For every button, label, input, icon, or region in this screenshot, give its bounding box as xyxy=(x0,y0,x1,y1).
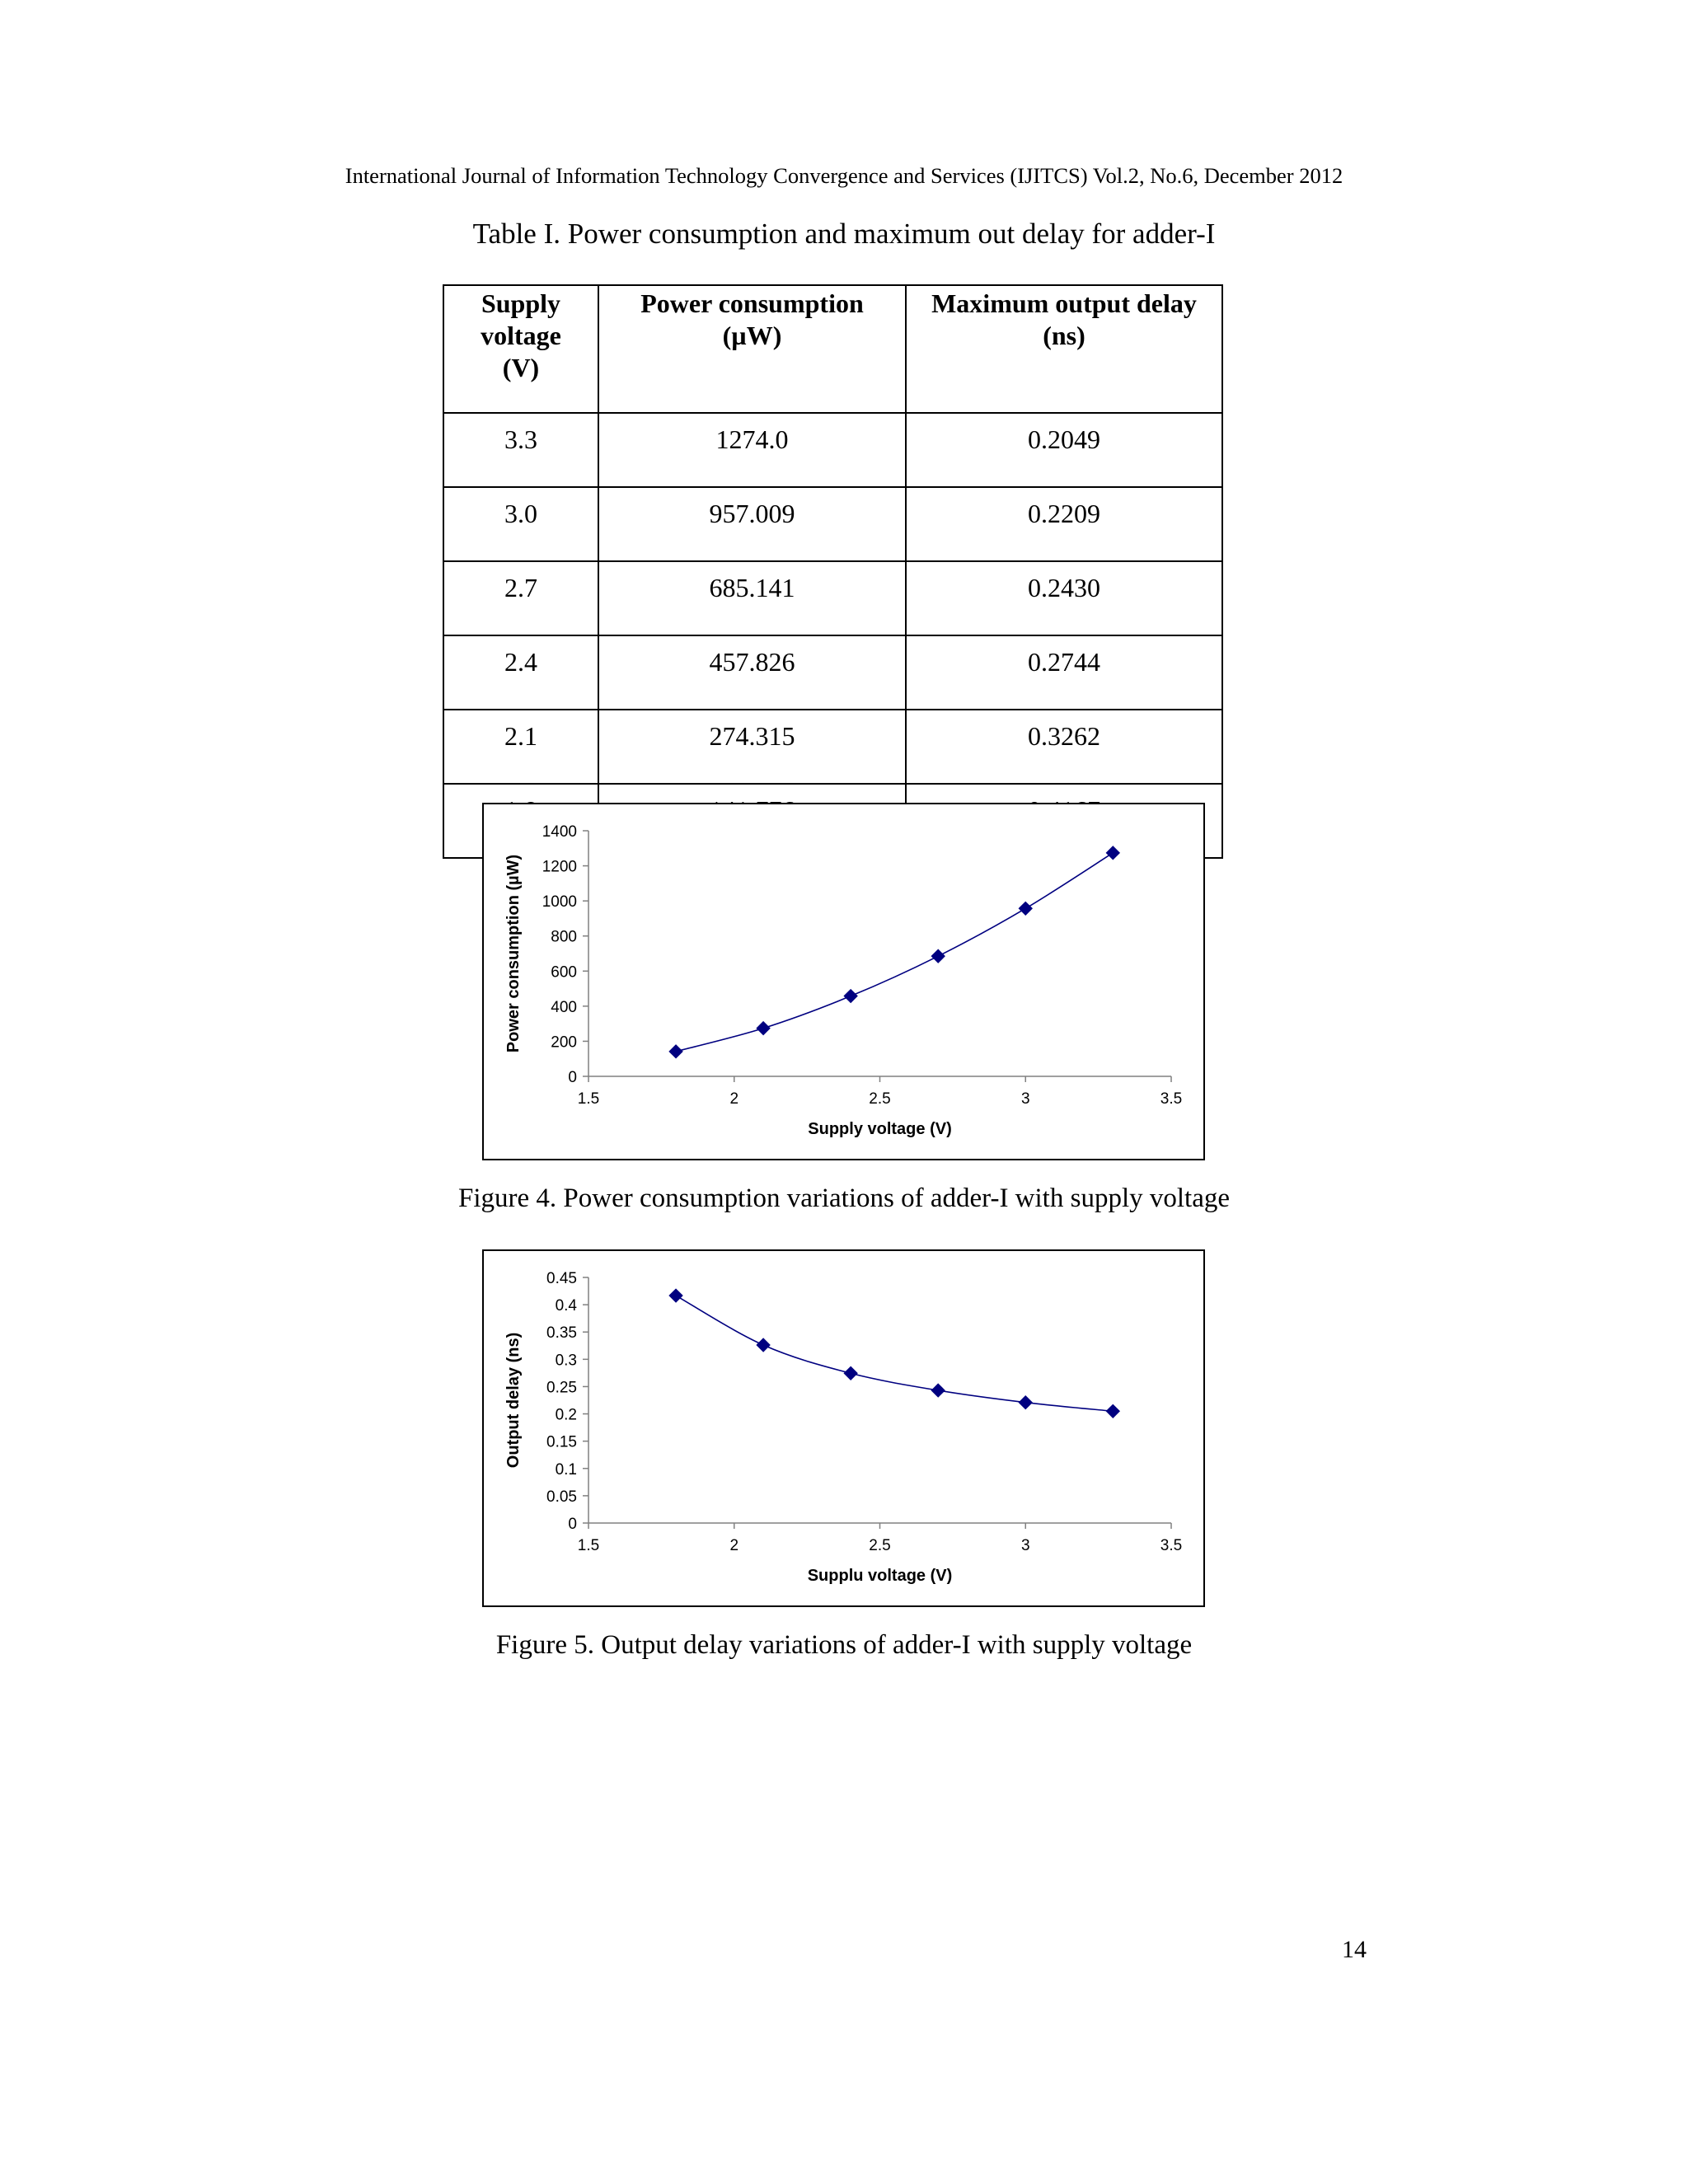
table-row xyxy=(443,413,1222,487)
data-point-marker xyxy=(669,1289,682,1302)
cell-voltage: 3.0 xyxy=(443,487,598,561)
delay-chart-svg xyxy=(484,1251,1203,1605)
table-row xyxy=(443,710,1222,784)
output-delay-chart xyxy=(482,1249,1205,1607)
y-tick-label: 200 xyxy=(551,1033,577,1052)
table-row xyxy=(443,561,1222,635)
data-point-marker xyxy=(931,1384,945,1397)
x-tick-label: 2 xyxy=(729,1537,739,1554)
x-tick-label: 3 xyxy=(1020,1537,1030,1554)
power-consumption-chart xyxy=(482,803,1205,1160)
cell-voltage: 2.7 xyxy=(443,561,598,635)
figure-5-caption: Figure 5. Output delay variations of adder-I with supply voltage xyxy=(495,1630,1193,1660)
data-point-marker xyxy=(669,1045,682,1058)
header-line: Supply xyxy=(481,288,561,318)
y-tick-label: 0.3 xyxy=(555,1352,577,1370)
header-line: (V) xyxy=(502,353,540,382)
cell-delay: 0.2209 xyxy=(906,487,1222,561)
y-tick-label: 0 xyxy=(568,1069,577,1086)
header-line: Maximum output delay xyxy=(931,288,1197,318)
figure-4-caption: Figure 4. Power consumption variations of adder-I with supply voltage xyxy=(457,1183,1230,1213)
y-axis-title: Power consumption (µW) xyxy=(504,854,523,1053)
data-point-marker xyxy=(1019,1396,1032,1409)
x-tick-label: 2 xyxy=(729,1090,739,1108)
table-row xyxy=(443,635,1222,710)
y-tick-label: 400 xyxy=(551,998,577,1016)
table-row xyxy=(443,487,1222,561)
y-tick-label: 0.05 xyxy=(546,1488,577,1506)
x-tick-label: 2.5 xyxy=(869,1537,891,1554)
x-tick-label: 3 xyxy=(1020,1090,1030,1108)
header-power-consumption xyxy=(598,285,906,413)
y-tick-label: 800 xyxy=(551,928,577,946)
x-tick-label: 3.5 xyxy=(1160,1090,1183,1108)
running-header: International Journal of Information Technology Convergence and Services (IJITCS) Vol.2, No.6, December 2012 xyxy=(345,163,1343,188)
y-tick-label: 0.15 xyxy=(546,1433,577,1451)
header-max-output-delay xyxy=(906,285,1222,413)
results-table xyxy=(443,284,1223,859)
cell-delay: 0.2049 xyxy=(906,413,1222,487)
header-line: voltage xyxy=(481,321,561,350)
y-tick-label: 0.4 xyxy=(555,1297,577,1315)
header-line: (µW) xyxy=(722,321,782,350)
y-tick-label: 0.45 xyxy=(546,1270,577,1287)
table-header-row xyxy=(443,285,1222,413)
cell-delay: 0.2430 xyxy=(906,561,1222,635)
y-tick-label: 0.2 xyxy=(555,1406,577,1424)
data-point-marker xyxy=(757,1338,770,1352)
x-tick-label: 1.5 xyxy=(577,1090,600,1108)
data-point-marker xyxy=(1019,902,1032,915)
data-point-marker xyxy=(844,990,857,1003)
table-caption: Table I. Power consumption and maximum out delay for adder-I xyxy=(472,218,1216,250)
cell-power: 685.141 xyxy=(598,561,906,635)
cell-voltage: 3.3 xyxy=(443,413,598,487)
y-tick-label: 1400 xyxy=(542,823,577,841)
y-tick-label: 600 xyxy=(551,963,577,982)
data-point-marker xyxy=(1106,1404,1119,1418)
cell-voltage: 2.4 xyxy=(443,635,598,710)
cell-power: 457.826 xyxy=(598,635,906,710)
y-axis-title: Output delay (ns) xyxy=(504,1332,523,1469)
cell-delay: 0.2744 xyxy=(906,635,1222,710)
cell-power: 274.315 xyxy=(598,710,906,784)
series-line xyxy=(676,853,1113,1052)
cell-power: 957.009 xyxy=(598,487,906,561)
cell-power: 1274.0 xyxy=(598,413,906,487)
page-number: 14 xyxy=(1342,1936,1367,1963)
x-tick-label: 1.5 xyxy=(577,1537,600,1554)
y-tick-label: 0.25 xyxy=(546,1379,577,1397)
data-point-marker xyxy=(844,1366,857,1380)
y-tick-label: 0.35 xyxy=(546,1324,577,1343)
x-axis-title: Supply voltage (V) xyxy=(808,1120,952,1138)
data-point-marker xyxy=(1106,846,1119,860)
y-tick-label: 0.1 xyxy=(555,1460,577,1479)
data-point-marker xyxy=(931,949,945,963)
data-point-marker xyxy=(757,1022,770,1035)
x-tick-label: 2.5 xyxy=(869,1090,891,1108)
y-tick-label: 1200 xyxy=(542,858,577,876)
x-tick-label: 3.5 xyxy=(1160,1537,1183,1554)
y-tick-label: 1000 xyxy=(542,893,577,912)
x-axis-title: Supplu voltage (V) xyxy=(807,1567,953,1585)
cell-delay: 0.3262 xyxy=(906,710,1222,784)
header-line: (ns) xyxy=(1043,321,1085,350)
header-line: Power consumption xyxy=(640,288,864,318)
series-line xyxy=(676,1296,1113,1411)
y-tick-label: 0 xyxy=(568,1516,577,1533)
power-chart-svg xyxy=(484,804,1203,1159)
header-supply-voltage xyxy=(443,285,598,413)
cell-voltage: 2.1 xyxy=(443,710,598,784)
